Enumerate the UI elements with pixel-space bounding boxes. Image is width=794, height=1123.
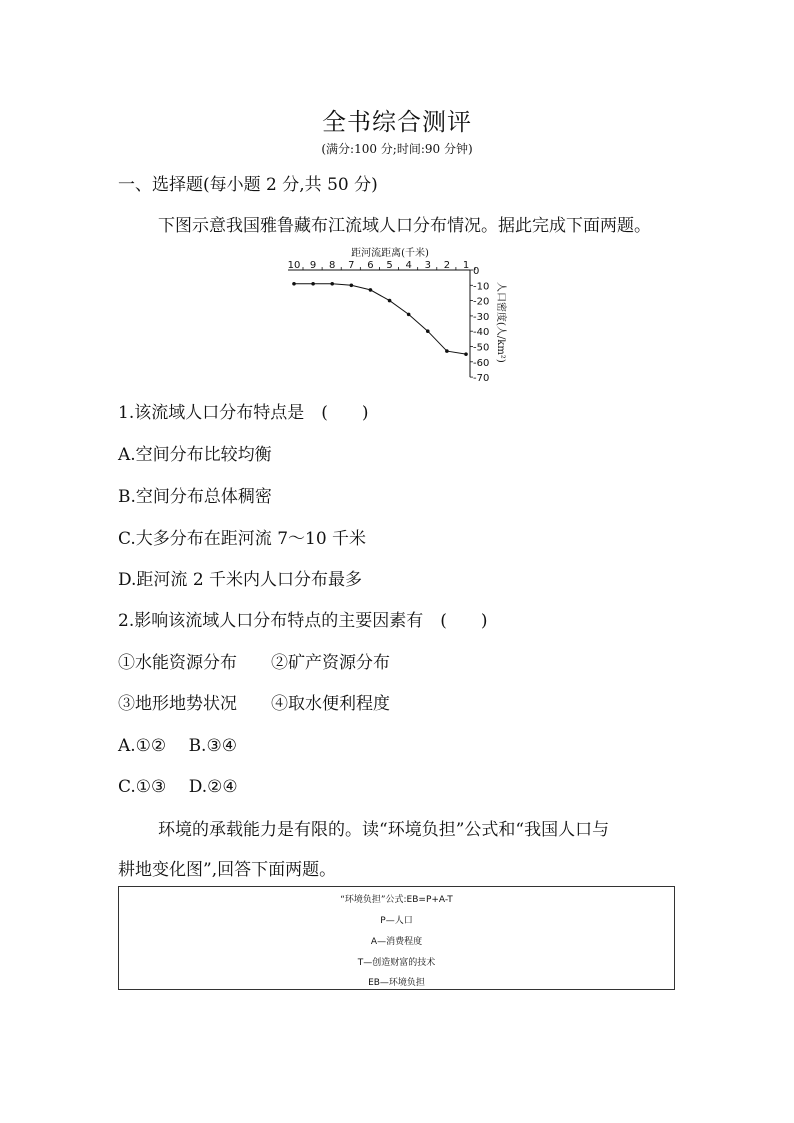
y-tick-label: -50 bbox=[473, 342, 490, 354]
formula-line: A—消费程度 bbox=[370, 937, 423, 947]
x-tick-label: 8 bbox=[329, 260, 336, 271]
intro-paragraph-1: 下图示意我国雅鲁藏布江流域人口分布情况。据此完成下面两题。 bbox=[158, 216, 651, 236]
q1-option-a: A.空间分布比较均衡 bbox=[118, 445, 272, 465]
y-tick-label: -10 bbox=[473, 281, 490, 293]
formula-line: T—创造财富的技术 bbox=[357, 958, 436, 968]
series-line bbox=[294, 284, 466, 354]
q2-stem: 2.影响该流域人口分布特点的主要因素有 ( ) bbox=[118, 611, 488, 631]
x-tick-label: 6 bbox=[367, 260, 374, 271]
x-tick-label: 3 bbox=[424, 260, 431, 271]
data-point bbox=[407, 313, 411, 317]
data-point bbox=[330, 282, 334, 286]
page-title: 全书综合测评 bbox=[322, 108, 472, 136]
data-point bbox=[464, 352, 468, 356]
y-axis-title: 人口密度(人/km²) bbox=[495, 282, 506, 363]
x-tick-label: 4 bbox=[405, 260, 412, 271]
q1-option-b: B.空间分布总体稠密 bbox=[118, 487, 272, 507]
formula-box bbox=[118, 886, 675, 990]
data-point bbox=[426, 329, 430, 333]
x-tick-label: 1 bbox=[462, 260, 470, 271]
chart-svg bbox=[280, 244, 520, 388]
x-axis-title: 距河流距离(千米) bbox=[351, 248, 429, 259]
x-tick-label: 5 bbox=[386, 260, 393, 271]
intro-paragraph-2-line-1: 环境的承载能力是有限的。读“环境负担”公式和“我国人口与 bbox=[158, 820, 610, 840]
y-tick-label: -40 bbox=[473, 327, 490, 339]
formula-line: P—人口 bbox=[380, 916, 413, 926]
data-point bbox=[292, 282, 296, 286]
q2-items-row-2: ③地形地势状况 ④取水便利程度 bbox=[118, 694, 390, 714]
data-point bbox=[350, 284, 354, 288]
formula-line: EB—环境负担 bbox=[368, 978, 425, 988]
data-point bbox=[311, 282, 315, 286]
formula-line: “环境负担”公式:EB=P+A-T bbox=[340, 895, 453, 905]
intro-paragraph-2-line-2: 耕地变化图”,回答下面两题。 bbox=[118, 860, 337, 880]
population-density-chart bbox=[280, 244, 520, 388]
y-tick-label: -20 bbox=[473, 296, 490, 308]
y-tick-label: 0 bbox=[473, 266, 480, 277]
page-subtitle: (满分:100 分;时间:90 分钟) bbox=[321, 142, 473, 156]
q2-items-row-1: ①水能资源分布 ②矿产资源分布 bbox=[118, 653, 390, 673]
data-point bbox=[369, 288, 373, 292]
section-heading: 一、选择题(每小题 2 分,共 50 分) bbox=[118, 175, 378, 195]
q1-option-c: C.大多分布在距河流 7～10 千米 bbox=[118, 529, 367, 549]
y-tick-label: -60 bbox=[473, 357, 490, 369]
q2-options-row-1: A.①② B.③④ bbox=[118, 736, 237, 756]
q1-stem: 1.该流域人口分布特点是 ( ) bbox=[118, 403, 369, 423]
x-tick-label: 7 bbox=[348, 260, 355, 271]
y-tick-label: -70 bbox=[473, 373, 490, 385]
x-tick-label: 10 bbox=[287, 260, 301, 271]
x-tick-label: 9 bbox=[309, 260, 317, 271]
y-tick-label: -30 bbox=[473, 311, 490, 323]
data-point bbox=[445, 349, 449, 353]
q2-options-row-2: C.①③ D.②④ bbox=[118, 777, 238, 797]
x-tick-label: 2 bbox=[443, 260, 451, 271]
q1-option-d: D.距河流 2 千米内人口分布最多 bbox=[118, 570, 363, 590]
data-point bbox=[388, 299, 392, 303]
